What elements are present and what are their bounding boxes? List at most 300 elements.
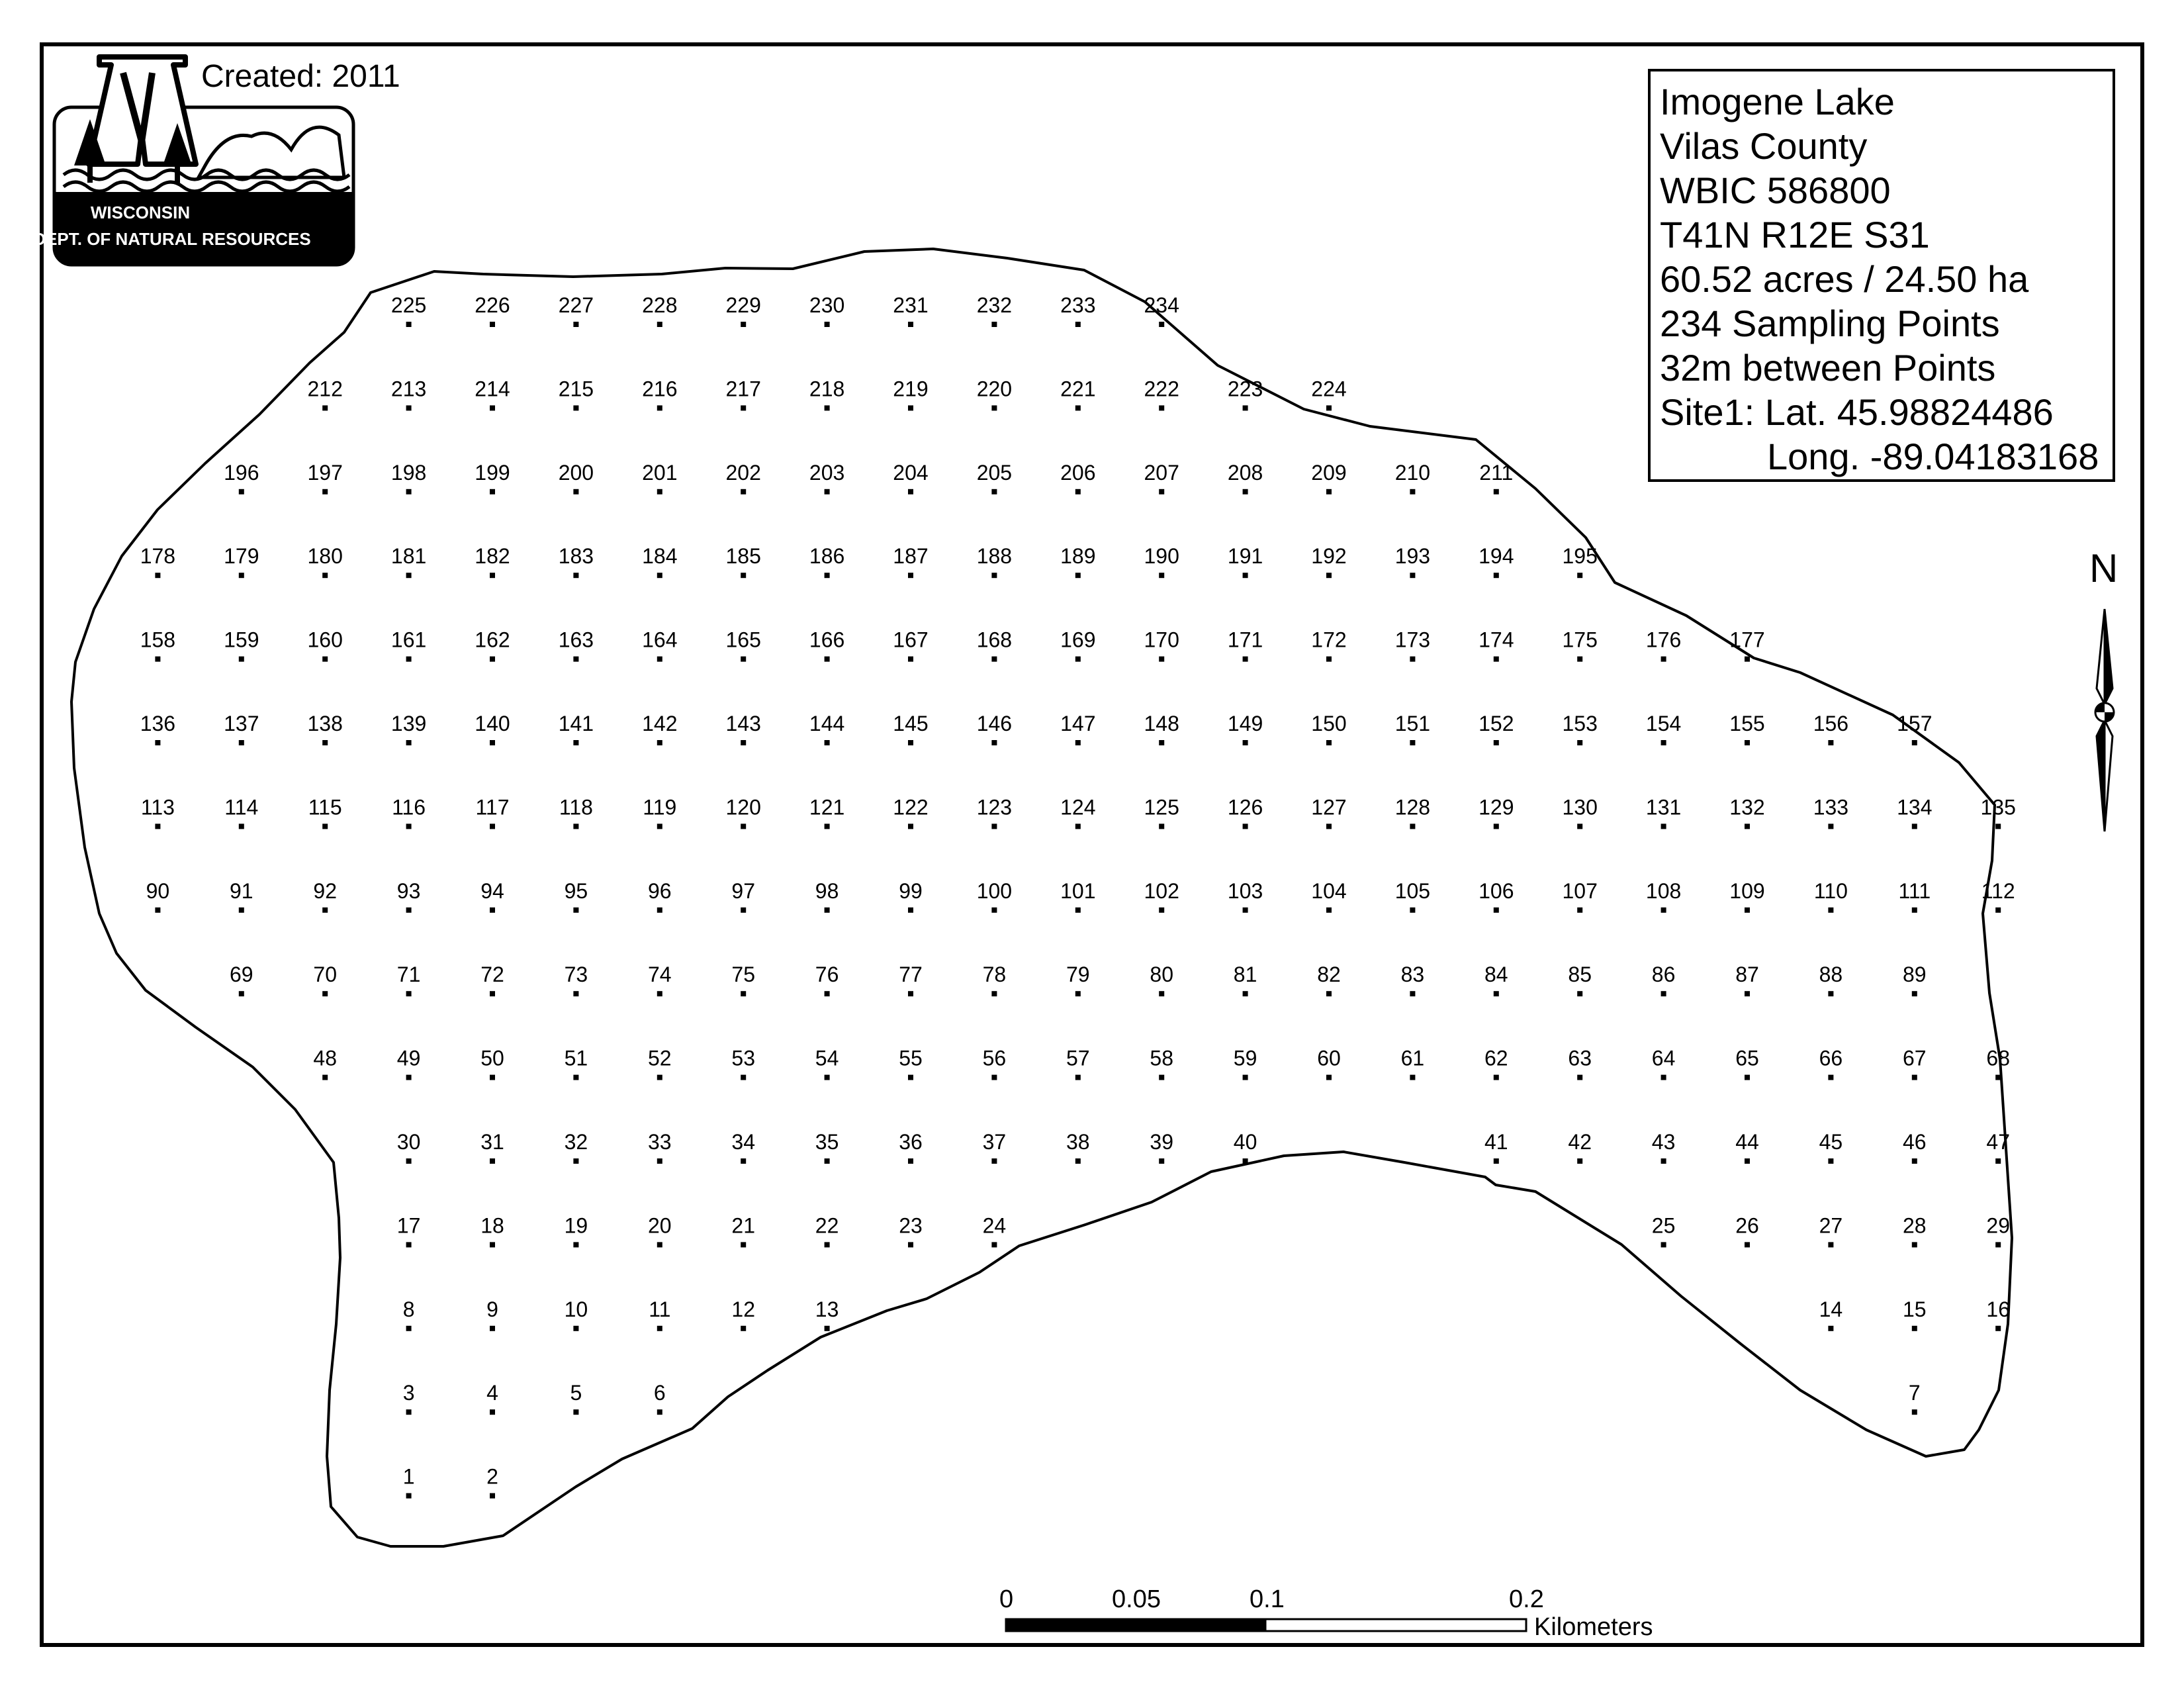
sampling-point-label-193: 193 (1394, 544, 1431, 569)
info-point-count: 234 Sampling Points (1660, 303, 2000, 344)
sampling-point-150 (1326, 740, 1332, 745)
sampling-point-64 (1661, 1075, 1666, 1080)
sampling-point-216 (657, 405, 662, 410)
sampling-point-129 (1494, 823, 1499, 829)
sampling-point-185 (741, 573, 746, 578)
sampling-point-166 (825, 657, 830, 662)
sampling-point-179 (239, 573, 244, 578)
sampling-point-133 (1828, 823, 1833, 829)
sampling-point-label-223: 223 (1227, 377, 1263, 401)
sampling-point-89 (1912, 991, 1917, 996)
sampling-point-21 (741, 1242, 746, 1247)
sampling-point-18 (490, 1242, 495, 1247)
sampling-point-label-216: 216 (642, 377, 678, 401)
sampling-point-label-209: 209 (1311, 460, 1347, 485)
info-longitude: Long. -89.04183168 (1767, 436, 2099, 477)
sampling-point-label-144: 144 (809, 712, 845, 735)
sampling-point-86 (1661, 991, 1666, 996)
sampling-point-label-146: 146 (976, 712, 1013, 735)
sampling-point-label-108: 108 (1645, 878, 1682, 903)
sampling-point-label-206: 206 (1060, 460, 1096, 485)
sampling-point-label-205: 205 (976, 460, 1013, 485)
sampling-point-8 (406, 1326, 412, 1331)
sampling-point-94 (490, 908, 495, 913)
sampling-point-224 (1326, 405, 1332, 410)
sampling-point-label-179: 179 (224, 544, 259, 569)
sampling-point-138 (322, 740, 328, 745)
sampling-point-label-226: 226 (475, 293, 510, 317)
sampling-point-106 (1494, 908, 1499, 913)
sampling-point-220 (991, 405, 997, 410)
sampling-point-label-85: 85 (1568, 962, 1592, 987)
sampling-point-label-15: 15 (1903, 1297, 1927, 1321)
sampling-point-label-4: 4 (486, 1381, 498, 1405)
sampling-point-label-202: 202 (725, 460, 761, 485)
sampling-point-3 (406, 1409, 412, 1415)
sampling-point-192 (1326, 573, 1332, 578)
sampling-point-label-44: 44 (1735, 1130, 1759, 1154)
sampling-point-label-197: 197 (307, 460, 343, 485)
sampling-point-54 (825, 1075, 830, 1080)
sampling-point-218 (825, 405, 830, 410)
sampling-point-label-139: 139 (390, 712, 427, 735)
sampling-point-19 (573, 1242, 578, 1247)
sampling-point-163 (573, 657, 578, 662)
sampling-point-148 (1159, 740, 1164, 745)
sampling-point-32 (573, 1158, 578, 1164)
sampling-point-31 (490, 1158, 495, 1164)
sampling-point-155 (1745, 740, 1750, 745)
sampling-point-label-176: 176 (1645, 628, 1682, 652)
sampling-point-60 (1326, 1075, 1332, 1080)
sampling-point-120 (741, 823, 746, 829)
sampling-point-51 (573, 1075, 578, 1080)
sampling-point-172 (1326, 657, 1332, 662)
sampling-point-label-178: 178 (140, 544, 176, 569)
sampling-point-57 (1075, 1075, 1081, 1080)
sampling-point-label-25: 25 (1651, 1213, 1676, 1238)
sampling-point-label-107: 107 (1562, 878, 1598, 903)
sampling-point-label-20: 20 (648, 1213, 672, 1238)
sampling-point-24 (991, 1242, 997, 1247)
sampling-point-168 (991, 657, 997, 662)
sampling-point-167 (908, 657, 913, 662)
sampling-point-label-203: 203 (809, 460, 845, 485)
sampling-point-124 (1075, 823, 1081, 829)
sampling-point-label-168: 168 (976, 628, 1013, 652)
sampling-point-label-17: 17 (396, 1213, 421, 1238)
lake-info-box (1648, 69, 2115, 482)
sampling-point-149 (1243, 740, 1248, 745)
sampling-point-126 (1243, 823, 1248, 829)
sampling-point-108 (1661, 908, 1666, 913)
sampling-point-label-72: 72 (480, 962, 504, 987)
sampling-point-label-120: 120 (725, 795, 761, 820)
sampling-point-182 (490, 573, 495, 578)
sampling-point-label-27: 27 (1819, 1213, 1843, 1238)
sampling-point-label-1: 1 (402, 1464, 415, 1489)
sampling-point-229 (741, 322, 746, 327)
sampling-point-label-5: 5 (570, 1381, 582, 1405)
sampling-point-label-7: 7 (1908, 1381, 1921, 1405)
sampling-point-228 (657, 322, 662, 327)
sampling-point-17 (406, 1242, 412, 1247)
sampling-point-label-198: 198 (390, 460, 427, 485)
sampling-point-label-169: 169 (1060, 628, 1096, 652)
sampling-point-label-6: 6 (653, 1381, 666, 1405)
sampling-point-label-10: 10 (564, 1297, 588, 1321)
sampling-point-label-43: 43 (1651, 1130, 1676, 1154)
sampling-point-label-175: 175 (1562, 628, 1598, 652)
sampling-point-label-52: 52 (648, 1046, 672, 1070)
sampling-point-195 (1577, 573, 1582, 578)
sampling-point-1 (406, 1493, 412, 1499)
sampling-point-label-84: 84 (1484, 962, 1508, 987)
sampling-point-38 (1075, 1158, 1081, 1164)
sampling-point-35 (825, 1158, 830, 1164)
sampling-point-78 (991, 991, 997, 996)
sampling-point-label-130: 130 (1562, 795, 1598, 820)
sampling-point-label-46: 46 (1903, 1130, 1927, 1154)
sampling-point-98 (825, 908, 830, 913)
sampling-point-label-229: 229 (725, 293, 761, 317)
sampling-point-label-188: 188 (976, 544, 1013, 569)
sampling-point-131 (1661, 823, 1666, 829)
sampling-point-128 (1410, 823, 1415, 829)
sampling-point-76 (825, 991, 830, 996)
sampling-point-label-156: 156 (1813, 712, 1849, 735)
sampling-point-label-104: 104 (1311, 878, 1347, 903)
sampling-point-label-37: 37 (982, 1130, 1007, 1154)
sampling-point-53 (741, 1075, 746, 1080)
sampling-point-label-145: 145 (893, 712, 929, 735)
sampling-point-label-184: 184 (642, 544, 678, 569)
sampling-point-label-143: 143 (725, 712, 761, 735)
sampling-point-label-48: 48 (313, 1046, 337, 1070)
sampling-point-label-219: 219 (893, 377, 929, 401)
sampling-point-label-166: 166 (809, 628, 845, 652)
scale-tick-01: 0.1 (1250, 1585, 1285, 1613)
scale-bar-light-segment (1265, 1619, 1526, 1631)
sampling-point-label-35: 35 (815, 1130, 839, 1154)
sampling-point-label-152: 152 (1479, 712, 1514, 735)
sampling-point-231 (908, 322, 913, 327)
sampling-point-132 (1745, 823, 1750, 829)
sampling-point-233 (1075, 322, 1081, 327)
sampling-point-12 (741, 1326, 746, 1331)
sampling-point-label-73: 73 (564, 962, 588, 987)
sampling-point-label-109: 109 (1729, 878, 1765, 903)
sampling-point-16 (1995, 1326, 2001, 1331)
created-date: Created: 2011 (201, 59, 400, 94)
sampling-point-62 (1494, 1075, 1499, 1080)
sampling-point-91 (239, 908, 244, 913)
sampling-point-56 (991, 1075, 997, 1080)
sampling-point-5 (573, 1409, 578, 1415)
sampling-point-36 (908, 1158, 913, 1164)
sampling-point-75 (741, 991, 746, 996)
sampling-point-154 (1661, 740, 1666, 745)
sampling-point-77 (908, 991, 913, 996)
north-label: N (2089, 546, 2118, 590)
sampling-point-label-220: 220 (976, 377, 1013, 401)
sampling-point-label-173: 173 (1394, 628, 1431, 652)
sampling-point-226 (490, 322, 495, 327)
sampling-point-139 (406, 740, 412, 745)
info-trs: T41N R12E S31 (1660, 214, 1930, 256)
sampling-point-label-36: 36 (899, 1130, 923, 1154)
sampling-point-label-110: 110 (1813, 878, 1848, 903)
sampling-point-label-8: 8 (402, 1297, 415, 1321)
sampling-point-105 (1410, 908, 1415, 913)
sampling-point-label-187: 187 (893, 544, 929, 569)
sampling-point-label-230: 230 (809, 293, 845, 317)
sampling-point-label-123: 123 (976, 795, 1013, 820)
sampling-point-99 (908, 908, 913, 913)
sampling-point-label-211: 211 (1479, 460, 1514, 485)
sampling-point-label-93: 93 (396, 878, 421, 903)
sampling-point-184 (657, 573, 662, 578)
sampling-point-95 (573, 908, 578, 913)
sampling-point-label-196: 196 (224, 460, 259, 485)
sampling-point-190 (1159, 573, 1164, 578)
sampling-point-207 (1159, 489, 1164, 494)
sampling-point-label-111: 111 (1898, 878, 1931, 903)
sampling-point-label-65: 65 (1735, 1046, 1759, 1070)
sampling-point-label-189: 189 (1060, 544, 1096, 569)
sampling-point-165 (741, 657, 746, 662)
info-latitude: Site1: Lat. 45.98824486 (1660, 391, 2054, 433)
sampling-point-label-57: 57 (1066, 1046, 1090, 1070)
sampling-point-label-47: 47 (1986, 1130, 2010, 1154)
sampling-point-136 (155, 740, 160, 745)
sampling-point-label-200: 200 (558, 460, 594, 485)
sampling-point-65 (1745, 1075, 1750, 1080)
sampling-point-200 (573, 489, 578, 494)
info-county: Vilas County (1660, 125, 1868, 167)
sampling-point-label-26: 26 (1735, 1213, 1759, 1238)
sampling-point-label-102: 102 (1144, 878, 1179, 903)
sampling-point-70 (322, 991, 328, 996)
sampling-point-147 (1075, 740, 1081, 745)
sampling-point-4 (490, 1409, 495, 1415)
sampling-point-label-191: 191 (1227, 544, 1263, 569)
sampling-point-label-114: 114 (224, 795, 259, 820)
sampling-point-125 (1159, 823, 1164, 829)
sampling-point-197 (322, 489, 328, 494)
sampling-point-13 (825, 1326, 830, 1331)
sampling-point-label-153: 153 (1562, 712, 1598, 735)
sampling-point-40 (1243, 1158, 1248, 1164)
sampling-point-label-62: 62 (1484, 1046, 1508, 1070)
sampling-point-66 (1828, 1075, 1833, 1080)
sampling-point-label-92: 92 (313, 878, 337, 903)
sampling-point-label-78: 78 (982, 962, 1007, 987)
sampling-point-162 (490, 657, 495, 662)
scale-tick-0: 0 (999, 1585, 1014, 1613)
sampling-point-label-212: 212 (307, 377, 343, 401)
info-spacing: 32m between Points (1660, 347, 1996, 389)
sampling-point-201 (657, 489, 662, 494)
sampling-point-label-119: 119 (643, 795, 677, 820)
sampling-point-215 (573, 405, 578, 410)
sampling-point-180 (322, 573, 328, 578)
sampling-point-88 (1828, 991, 1833, 996)
sampling-point-label-86: 86 (1651, 962, 1676, 987)
sampling-point-label-49: 49 (396, 1046, 421, 1070)
sampling-point-159 (239, 657, 244, 662)
sampling-point-25 (1661, 1242, 1666, 1247)
sampling-point-71 (406, 991, 412, 996)
sampling-point-label-214: 214 (475, 377, 510, 401)
sampling-point-label-158: 158 (140, 628, 176, 652)
sampling-point-22 (825, 1242, 830, 1247)
sampling-point-93 (406, 908, 412, 913)
sampling-point-74 (657, 991, 662, 996)
sampling-point-193 (1410, 573, 1415, 578)
north-arrow-icon (2095, 609, 2114, 831)
sampling-point-label-30: 30 (396, 1130, 421, 1154)
sampling-point-label-142: 142 (642, 712, 678, 735)
sampling-point-26 (1745, 1242, 1750, 1247)
sampling-point-211 (1494, 489, 1499, 494)
sampling-point-label-14: 14 (1819, 1297, 1843, 1321)
sampling-point-label-138: 138 (307, 712, 343, 735)
sampling-point-label-18: 18 (480, 1213, 504, 1238)
sampling-point-label-83: 83 (1400, 962, 1425, 987)
sampling-point-85 (1577, 991, 1582, 996)
sampling-point-label-210: 210 (1394, 460, 1431, 485)
sampling-point-label-174: 174 (1479, 628, 1514, 652)
sampling-point-label-97: 97 (731, 878, 755, 903)
sampling-point-label-136: 136 (140, 712, 176, 735)
sampling-point-72 (490, 991, 495, 996)
sampling-point-194 (1494, 573, 1499, 578)
sampling-point-label-71: 71 (396, 962, 421, 987)
sampling-point-187 (908, 573, 913, 578)
sampling-point-label-217: 217 (725, 377, 761, 401)
sampling-point-label-45: 45 (1819, 1130, 1843, 1154)
sampling-point-169 (1075, 657, 1081, 662)
sampling-point-203 (825, 489, 830, 494)
sampling-point-label-201: 201 (642, 460, 678, 485)
sampling-point-39 (1159, 1158, 1164, 1164)
sampling-point-label-195: 195 (1562, 544, 1598, 569)
sampling-point-46 (1912, 1158, 1917, 1164)
sampling-point-label-75: 75 (731, 962, 755, 987)
sampling-point-111 (1912, 908, 1917, 913)
sampling-point-label-182: 182 (475, 544, 510, 569)
sampling-point-label-70: 70 (313, 962, 337, 987)
sampling-point-label-64: 64 (1651, 1046, 1676, 1070)
sampling-point-28 (1912, 1242, 1917, 1247)
sampling-point-label-3: 3 (402, 1381, 415, 1405)
sampling-point-209 (1326, 489, 1332, 494)
sampling-point-97 (741, 908, 746, 913)
sampling-point-144 (825, 740, 830, 745)
sampling-point-label-161: 161 (390, 628, 427, 652)
scale-bar (1006, 1619, 1526, 1631)
sampling-point-label-41: 41 (1484, 1130, 1508, 1154)
sampling-point-102 (1159, 908, 1164, 913)
sampling-point-82 (1326, 991, 1332, 996)
sampling-point-label-67: 67 (1903, 1046, 1927, 1070)
sampling-point-134 (1912, 823, 1917, 829)
sampling-point-label-118: 118 (559, 795, 593, 820)
sampling-point-label-50: 50 (480, 1046, 504, 1070)
sampling-point-label-231: 231 (893, 293, 929, 317)
sampling-point-69 (239, 991, 244, 996)
sampling-point-label-94: 94 (480, 878, 504, 903)
sampling-point-label-54: 54 (815, 1046, 839, 1070)
sampling-point-188 (991, 573, 997, 578)
sampling-point-118 (573, 823, 578, 829)
sampling-point-label-103: 103 (1227, 878, 1263, 903)
sampling-point-141 (573, 740, 578, 745)
sampling-point-30 (406, 1158, 412, 1164)
sampling-point-label-16: 16 (1986, 1297, 2010, 1321)
sampling-point-45 (1828, 1158, 1833, 1164)
sampling-point-6 (657, 1409, 662, 1415)
sampling-point-label-147: 147 (1060, 712, 1096, 735)
sampling-point-label-12: 12 (731, 1297, 755, 1321)
sampling-point-label-140: 140 (475, 712, 510, 735)
sampling-point-label-133: 133 (1813, 795, 1849, 820)
sampling-point-140 (490, 740, 495, 745)
sampling-point-label-204: 204 (893, 460, 929, 485)
sampling-point-83 (1410, 991, 1415, 996)
sampling-point-196 (239, 489, 244, 494)
sampling-point-label-221: 221 (1060, 377, 1096, 401)
sampling-point-11 (657, 1326, 662, 1331)
sampling-point-label-53: 53 (731, 1046, 755, 1070)
sampling-point-label-141: 141 (558, 712, 594, 735)
scale-bar-dark-segment (1006, 1619, 1265, 1631)
sampling-point-label-115: 115 (308, 795, 342, 820)
sampling-point-176 (1661, 657, 1666, 662)
sampling-point-label-28: 28 (1903, 1213, 1927, 1238)
sampling-point-label-66: 66 (1819, 1046, 1843, 1070)
sampling-point-label-60: 60 (1317, 1046, 1341, 1070)
sampling-point-15 (1912, 1326, 1917, 1331)
sampling-point-label-181: 181 (390, 544, 427, 569)
sampling-point-label-215: 215 (558, 377, 594, 401)
sampling-point-27 (1828, 1242, 1833, 1247)
sampling-point-175 (1577, 657, 1582, 662)
scale-unit: Kilometers (1534, 1613, 1653, 1641)
sampling-point-label-125: 125 (1144, 795, 1179, 820)
sampling-point-label-21: 21 (731, 1213, 755, 1238)
sampling-point-label-11: 11 (649, 1297, 671, 1321)
sampling-point-189 (1075, 573, 1081, 578)
sampling-point-label-228: 228 (642, 293, 678, 317)
sampling-point-171 (1243, 657, 1248, 662)
sampling-point-67 (1912, 1075, 1917, 1080)
sampling-point-55 (908, 1075, 913, 1080)
sampling-point-label-56: 56 (982, 1046, 1007, 1070)
sampling-point-47 (1995, 1158, 2001, 1164)
sampling-point-42 (1577, 1158, 1582, 1164)
sampling-point-label-24: 24 (982, 1213, 1007, 1238)
sampling-point-label-224: 224 (1311, 377, 1347, 401)
sampling-point-label-58: 58 (1150, 1046, 1173, 1070)
sampling-point-label-227: 227 (558, 293, 594, 317)
sampling-point-label-192: 192 (1311, 544, 1347, 569)
sampling-point-label-186: 186 (809, 544, 845, 569)
sampling-point-label-162: 162 (475, 628, 510, 652)
sampling-point-label-32: 32 (564, 1130, 588, 1154)
sampling-point-label-185: 185 (725, 544, 761, 569)
